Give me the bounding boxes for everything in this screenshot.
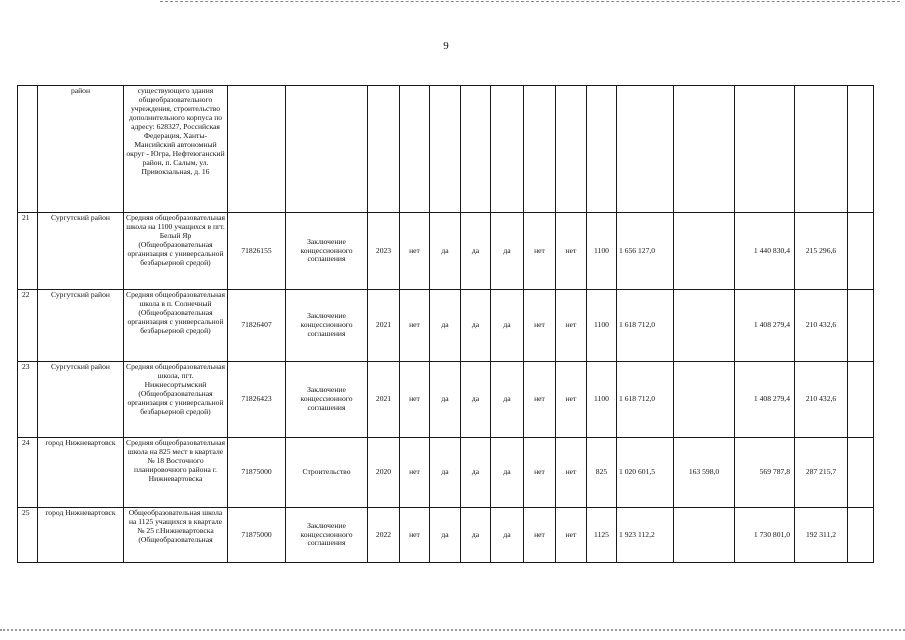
cell-oktmo: 71826155: [228, 213, 286, 290]
cell-year: 2020: [368, 438, 400, 508]
cell-amount: 1 408 279,4: [735, 290, 795, 362]
cell-amount: [674, 213, 735, 290]
cell-flag: [430, 86, 461, 213]
cell-amount: 287 215,7: [795, 438, 848, 508]
cell-object: Средняя общеобразовательная школа в п. Солнечный (Общеобразовательная организация с универсальной безбарьерной средой): [124, 290, 228, 362]
cell-extra: [848, 362, 874, 438]
cell-mechanism: Заключение концессионного соглашения: [286, 362, 368, 438]
cell-flag: да: [491, 438, 524, 508]
cell-amount: [674, 508, 735, 563]
cell-flag: нет: [556, 508, 587, 563]
cell-number: 24: [18, 438, 38, 508]
cell-municipality: Сургутский район: [38, 290, 124, 362]
cell-flag: да: [491, 508, 524, 563]
cell-flag: [556, 86, 587, 213]
cell-municipality: Сургутский район: [38, 213, 124, 290]
cell-flag: нет: [556, 290, 587, 362]
cell-mechanism: Заключение концессионного соглашения: [286, 508, 368, 563]
cell-flag: нет: [556, 213, 587, 290]
cell-flag: нет: [400, 290, 430, 362]
cell-flag: [491, 86, 524, 213]
cell-total: [617, 86, 674, 213]
cell-flag: [524, 86, 556, 213]
scan-edge-bottom: [0, 629, 905, 631]
cell-year: [368, 86, 400, 213]
cell-total: 1 656 127,0: [617, 213, 674, 290]
cell-year: 2022: [368, 508, 400, 563]
cell-flag: да: [461, 438, 491, 508]
cell-amount: 210 432,6: [795, 290, 848, 362]
cell-object: существующего здания общеобразовательного учреждения, строительство дополнительного корпуса по адресу: 628327, Российская Федерация, Ханты-Мансийский автономный округ - Югра, Нефтеюганский район, п. Салым, ул. Привокзальная, д. 16: [124, 86, 228, 213]
cell-municipality: район: [38, 86, 124, 213]
table-row: [18, 290, 874, 362]
cell-extra: [848, 438, 874, 508]
cell-total: 1 020 601,5: [617, 438, 674, 508]
cell-extra: [848, 508, 874, 563]
cell-number: 22: [18, 290, 38, 362]
cell-capacity: 1125: [587, 508, 617, 563]
cell-flag: нет: [400, 362, 430, 438]
objects-table: [17, 85, 874, 563]
cell-amount: 1 440 830,4: [735, 213, 795, 290]
cell-amount: [674, 290, 735, 362]
cell-amount: 1 408 279,4: [735, 362, 795, 438]
cell-municipality: город Нижневартовск: [38, 508, 124, 563]
cell-extra: [848, 86, 874, 213]
cell-object: Средняя общеобразовательная школа на 825 мест в квартале № 18 Восточного планировочного района г. Нижневартовска: [124, 438, 228, 508]
cell-number: 25: [18, 508, 38, 563]
cell-oktmo: 71875000: [228, 438, 286, 508]
page-number: 9: [443, 40, 449, 52]
cell-flag: нет: [524, 508, 556, 563]
cell-flag: [400, 86, 430, 213]
cell-object: Средняя общеобразовательная школа, пгт. Нижнесортымский (Общеобразовательная организация с универсальной безбарьерной средой): [124, 362, 228, 438]
cell-amount: [735, 86, 795, 213]
cell-amount: 215 296,6: [795, 213, 848, 290]
cell-flag: да: [461, 213, 491, 290]
cell-capacity: [587, 86, 617, 213]
cell-year: 2021: [368, 362, 400, 438]
cell-extra: [848, 290, 874, 362]
cell-amount: 1 730 801,0: [735, 508, 795, 563]
cell-mechanism: Строительство: [286, 438, 368, 508]
cell-amount: [674, 362, 735, 438]
cell-flag: да: [430, 213, 461, 290]
cell-amount: 192 311,2: [795, 508, 848, 563]
cell-amount: 163 598,0: [674, 438, 735, 508]
cell-flag: нет: [524, 290, 556, 362]
cell-number: 21: [18, 213, 38, 290]
cell-flag: нет: [524, 362, 556, 438]
cell-oktmo: 71826423: [228, 362, 286, 438]
cell-flag: нет: [400, 213, 430, 290]
cell-flag: нет: [556, 362, 587, 438]
cell-oktmo: 71826407: [228, 290, 286, 362]
cell-municipality: Сургутский район: [38, 362, 124, 438]
cell-flag: да: [461, 290, 491, 362]
cell-amount: 569 787,8: [735, 438, 795, 508]
cell-year: 2021: [368, 290, 400, 362]
cell-flag: да: [430, 508, 461, 563]
cell-flag: да: [491, 213, 524, 290]
cell-flag: нет: [524, 438, 556, 508]
cell-amount: [674, 86, 735, 213]
cell-mechanism: Заключение концессионного соглашения: [286, 213, 368, 290]
cell-capacity: 1100: [587, 213, 617, 290]
cell-flag: нет: [556, 438, 587, 508]
cell-capacity: 1100: [587, 362, 617, 438]
cell-object: Средняя общеобразовательная школа на 1100 учащихся в пгт. Белый Яр (Общеобразовательная организация с универсальной безбарьерной средой): [124, 213, 228, 290]
cell-flag: [461, 86, 491, 213]
table-row: [18, 362, 874, 438]
cell-flag: да: [461, 508, 491, 563]
cell-total: 1 618 712,0: [617, 290, 674, 362]
cell-flag: да: [491, 290, 524, 362]
cell-mechanism: Заключение концессионного соглашения: [286, 290, 368, 362]
table-row: [18, 438, 874, 508]
scan-edge-top: [160, 1, 900, 2]
cell-mechanism: [286, 86, 368, 213]
cell-amount: [795, 86, 848, 213]
cell-number: 23: [18, 362, 38, 438]
cell-flag: да: [491, 362, 524, 438]
cell-extra: [848, 213, 874, 290]
cell-flag: да: [430, 438, 461, 508]
cell-municipality: город Нижневартовск: [38, 438, 124, 508]
cell-total: 1 923 112,2: [617, 508, 674, 563]
cell-oktmo: [228, 86, 286, 213]
table-row: [18, 508, 874, 563]
cell-number: [18, 86, 38, 213]
table-row-continuation: [18, 86, 874, 213]
table-row: [18, 213, 874, 290]
cell-oktmo: 71875000: [228, 508, 286, 563]
cell-flag: нет: [524, 213, 556, 290]
cell-object: Общеобразовательная школа на 1125 учащихся в квартале № 25 г.Нижневартовска (Общеобразовательная: [124, 508, 228, 563]
cell-capacity: 1100: [587, 290, 617, 362]
cell-total: 1 618 712,0: [617, 362, 674, 438]
cell-flag: да: [430, 290, 461, 362]
cell-flag: да: [430, 362, 461, 438]
cell-amount: 210 432,6: [795, 362, 848, 438]
cell-year: 2023: [368, 213, 400, 290]
cell-flag: нет: [400, 438, 430, 508]
cell-flag: нет: [400, 508, 430, 563]
cell-capacity: 825: [587, 438, 617, 508]
cell-flag: да: [461, 362, 491, 438]
